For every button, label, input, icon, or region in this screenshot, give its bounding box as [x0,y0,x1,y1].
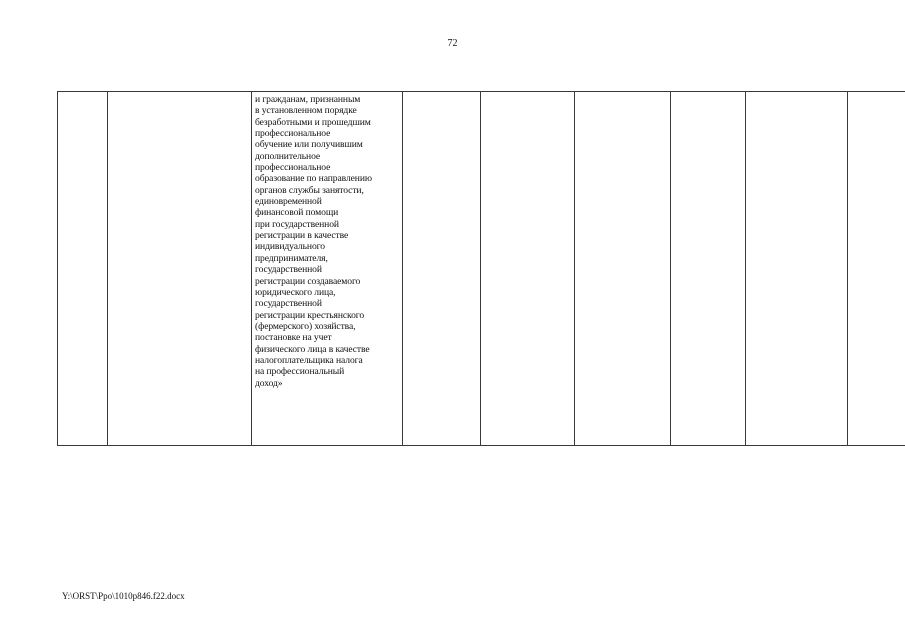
table-cell-2 [108,92,252,446]
description-line: государственной [255,264,322,276]
description-line: дополнительное [255,150,321,162]
description-line: регистрации создаваемого [255,275,361,287]
description-line: обучение или получившим [255,139,363,151]
description-text [252,92,402,389]
description-line: безработными и прошедшим [255,116,371,128]
page-number: 72 [447,38,458,49]
description-line: постановке на учет [255,332,332,344]
description-line: регистрации крестьянского [255,309,365,321]
table-cell-6 [575,92,671,446]
description-line: в установленном порядке [255,105,357,117]
table-cell-5 [481,92,575,446]
table-cell-4 [403,92,481,446]
description-line: профессиональное [255,162,331,174]
table-cell-9 [848,92,905,446]
document-table [57,91,905,446]
description-line: государственной [255,298,322,310]
description-line: налогоплательщика налога [255,354,363,366]
description-line: при государственной [255,218,339,230]
description-line: юридического лица, [255,286,336,298]
description-line: на профессиональный [255,366,345,378]
table-cell-1 [58,92,108,446]
description-line: предпринимателя, [255,252,328,264]
table-cell-7 [671,92,746,446]
description-line: профессиональное [255,128,331,140]
description-line: физического лица в качестве [255,343,370,355]
file-path: Y:\ORST\Ppo\1010p846.f22.docx [62,591,185,601]
table-cell-8 [746,92,848,446]
description-line: (фермерского) хозяйства, [255,320,356,332]
table-row [58,92,905,446]
description-line: доход» [255,377,283,389]
description-line: финансовой помощи [255,207,339,219]
description-line: и гражданам, признанным [255,94,361,105]
description-line: регистрации в качестве [255,230,349,242]
description-line: индивидуального [255,241,325,253]
description-line: единовременной [255,196,322,208]
table-cell-description [252,92,403,446]
description-line: образование по направлению [255,173,372,185]
description-line: органов службы занятости, [255,184,364,196]
